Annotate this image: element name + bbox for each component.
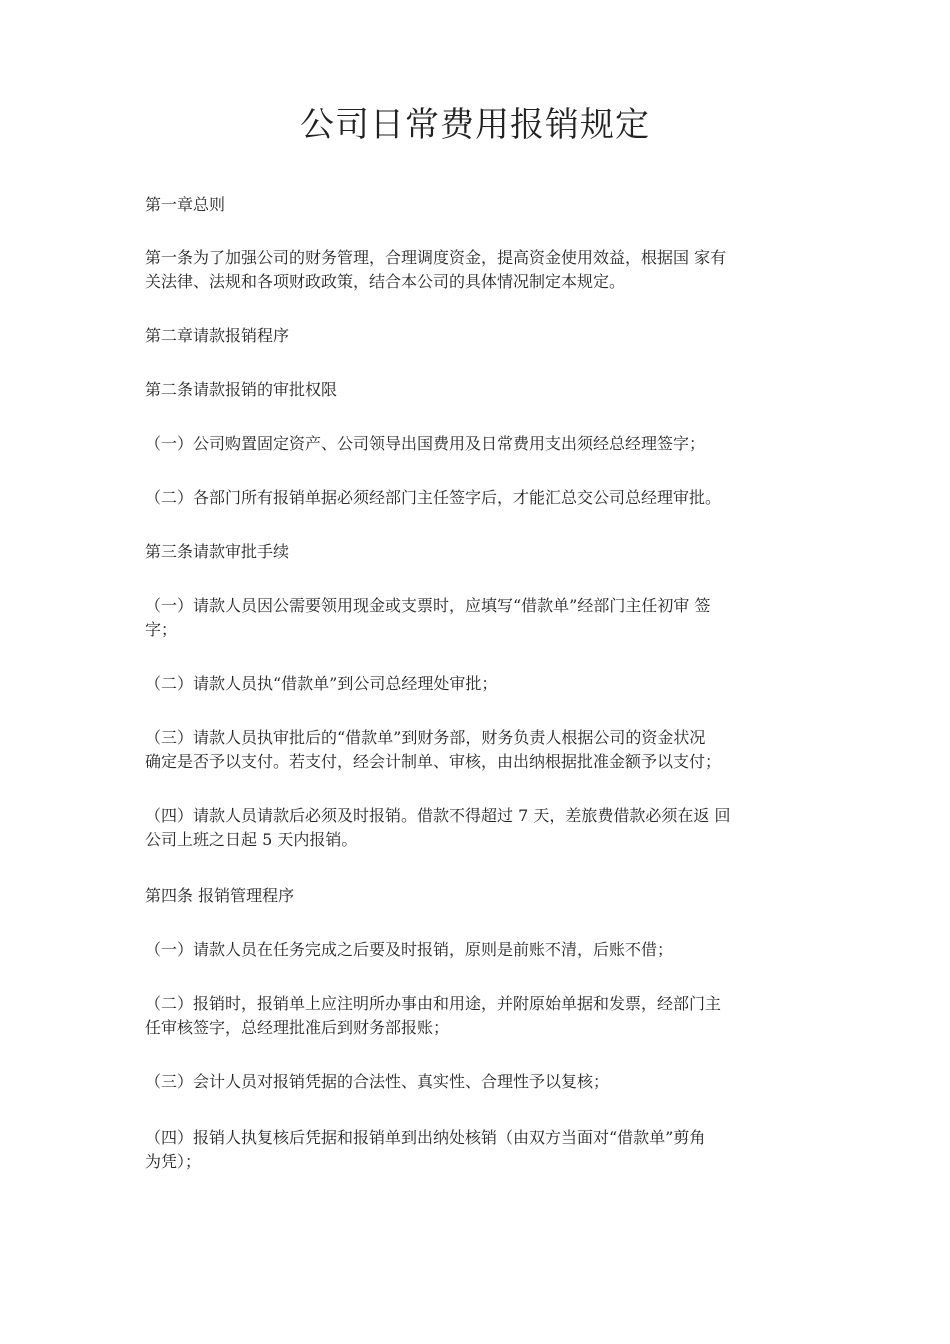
clause-text: （四）请款人员请款后必须及时报销。借款不得超过 7 天，差旅费借款必须在返 回 bbox=[145, 806, 731, 825]
clause-text: （二）报销时，报销单上应注明所办事由和用途，并附原始单据和发票，经部门主 bbox=[145, 994, 722, 1013]
article-heading: 第二条请款报销的审批权限 bbox=[145, 380, 338, 399]
chapter-heading: 第二章请款报销程序 bbox=[145, 326, 290, 345]
clause-text: （一）请款人员因公需要领用现金或支票时，应填写“借款单”经部门主任初审 签 bbox=[145, 596, 711, 615]
clause-text: 任审核签字，总经理批准后到财务部报账； bbox=[145, 1018, 450, 1037]
clause-text: （二）各部门所有报销单据必须经部门主任签字后，才能汇总交公司总经理审批。 bbox=[145, 488, 722, 507]
clause-text: （一）请款人员在任务完成之后要及时报销，原则是前账不清，后账不借； bbox=[145, 940, 674, 959]
clause-text: 确定是否予以支付。若支付，经会计制单、审核，由出纳根据批准金额予以支付； bbox=[145, 752, 722, 771]
chapter-heading: 第一章总则 bbox=[145, 195, 226, 214]
article-heading: 第三条请款审批手续 bbox=[145, 542, 290, 561]
clause-text: （三）会计人员对报销凭据的合法性、真实性、合理性予以复核； bbox=[145, 1072, 610, 1091]
clause-text: （四）报销人执复核后凭据和报销单到出纳处核销（由双方当面对“借款单”剪角 bbox=[145, 1128, 706, 1147]
clause-text: （三）请款人员执审批后的“借款单”到财务部，财务负责人根据公司的资金状况 bbox=[145, 728, 706, 747]
clause-text: （一）公司购置固定资产、公司领导出国费用及日常费用支出须经总经理签字； bbox=[145, 434, 706, 453]
article-text: 关法律、法规和各项财政政策，结合本公司的具体情况制定本规定。 bbox=[145, 272, 626, 291]
clause-text: 字； bbox=[145, 620, 178, 639]
article-heading: 第四条 报销管理程序 bbox=[145, 886, 295, 905]
clause-text: 为凭）； bbox=[145, 1152, 202, 1171]
article-text: 第一条为了加强公司的财务管理，合理调度资金，提高资金使用效益，根据国 家有 bbox=[145, 248, 727, 267]
document-title: 公司日常费用报销规定 bbox=[300, 105, 650, 145]
clause-text: （二）请款人员执“借款单”到公司总经理处审批； bbox=[145, 674, 498, 693]
clause-text: 公司上班之日起 5 天内报销。 bbox=[145, 830, 358, 849]
